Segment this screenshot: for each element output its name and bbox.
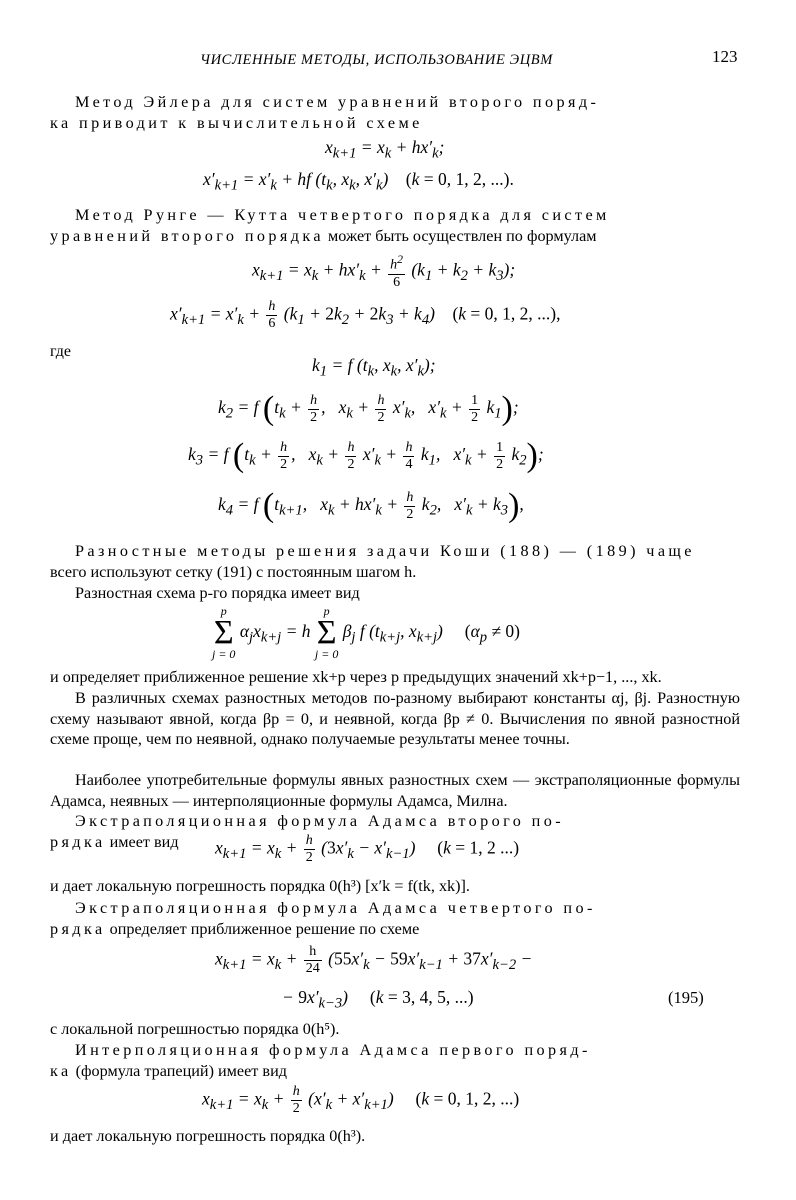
k2-equation: $k_2 = f$ ($t_k$ + $\frac{h}{2}$ , $x_k$ + $\frac{h}{2}$ $x'_k$, $x'_k$ + $\frac{1}{2}$ $k_1$);	[218, 390, 519, 427]
equation-number-195: (195)	[668, 988, 704, 1007]
adams4-equation-line1: $x_{k+1} = x_k$ + $\frac{h}{24}$ ($55x'_k - 59x'_{k-1} + 37x'_{k-2}$ −	[215, 944, 533, 976]
adams2-cont-spaced: рядка	[50, 833, 106, 851]
adams4-lead: Экстраполяционная формула Адамса четвертого по-	[75, 899, 596, 917]
adams4-cont-spaced: рядка	[50, 920, 106, 938]
interp-cont-spaced: ка	[50, 1062, 72, 1080]
euler-equation-2: $x'_{k+1} = x'_k$ + hf ($t_k$, $x_k$, $x'_k$) (k = 0, 1, 2, ...).	[203, 169, 514, 194]
k4-equation: $k_4 = f$ ($t_{k+1}$, $x_k + hx'_k$ + $\frac{h}{2}$ $k_2$, $x'_k + k_3$),	[218, 487, 524, 524]
rk-paragraph-lead: Метод Рунге — Кутта четвертого порядка для систем	[75, 206, 610, 224]
trapezoid-equation: $x_{k+1} = x_k$ + $\frac{h}{2}$ $(x'_k + x'_{k+1})$ (k = 0, 1, 2, ...)	[202, 1084, 520, 1116]
diff-lead-text: Разностные методы решения задачи Коши (188) — (189) чаще	[75, 542, 695, 560]
adams2-equation: $x_{k+1} = x_k$ + $\frac{h}{2}$ $(3x'_k - x'_{k-1})$ (k = 1, 2 ...)	[215, 833, 520, 865]
euler-paragraph-lead: Метод Эйлера для систем уравнений второго поряд-	[75, 93, 600, 111]
rk-paragraph-cont	[50, 226, 740, 247]
diff-paragraph-cont: всего используют сетку (191) с постоянным шагом h.	[50, 563, 417, 581]
scheme-intro: Разностная схема p-го порядка имеет вид	[75, 584, 360, 602]
adams4-cont-normal: определяет приближенное решение по схеме	[109, 920, 420, 938]
defines-line: и определяет приближенное решение xk+p через p предыдущих значений xk+p−1, ..., xk.	[50, 668, 662, 686]
rk-cont-spaced: уравнений второго порядка	[50, 227, 324, 245]
adams2-cont-normal: имеет вид	[109, 833, 179, 851]
difference-scheme-equation: p Σ j = 0 $\alpha_jx_{k+j} = h$ p Σ j = 0 $\beta_j$ f ($t_{k+j}$, $x_{k+j}$) $(\alpha_p \ne 0)$	[212, 604, 520, 661]
adams4-equation-line2: − $9x'_{k-3}$) (k = 3, 4, 5, ...)	[282, 987, 474, 1012]
adams4-local-error: с локальной погрешностью порядка 0(h⁵).	[50, 1020, 340, 1038]
where-word: где	[50, 343, 72, 360]
k1-equation: $k_1 = f$ ($t_k$, $x_k$, $x'_k$);	[312, 355, 436, 380]
interp-lead: Интерполяционная формула Адамса первого поряд-	[75, 1041, 591, 1059]
constants-paragraph: В различных схемах разностных методов по-разному выбирают константы αj, βj. Разностную схему называют явной, когда βp = 0, и неявной, когда βp ≠ 0. Вычисления по явной разностной схеме проще, чем по неявной, однако получаемые результаты менее точны.	[50, 689, 740, 749]
interp-cont-normal: (формула трапеций) имеет вид	[75, 1062, 287, 1080]
interp-cont	[50, 1061, 740, 1082]
rk-cont-normal: может быть осуществлен по формулам	[328, 227, 597, 245]
page-number: 123	[712, 47, 738, 66]
euler-equation-1: $x_{k+1} = x_k + hx'_k$;	[325, 137, 445, 162]
euler-paragraph-cont	[50, 113, 740, 134]
trapezoid-local-error: и дает локальную погрешность порядка 0(h³).	[50, 1127, 366, 1145]
diff-paragraph	[50, 541, 740, 562]
adams2-local-error: и дает локальную погрешность порядка 0(h³) [x′k = f(tk, xk)].	[50, 877, 470, 895]
adams2-lead: Экстраполяционная формула Адамса второго по-	[75, 812, 564, 830]
k3-equation: $k_3 = f$ ($t_k$ + $\frac{h}{2}$ , $x_k$ + $\frac{h}{2}$ $x'_k$ + $\frac{h}{4}$ $k_1$, $x'_k$ + $\frac{1}{2}$ $k_2$);	[188, 437, 544, 474]
common-formulas-paragraph: Наиболее употребительные формулы явных разностных схем — экстраполяционные формулы Адамса, неявных — интерполяционные формулы Адамса, Милна.	[50, 771, 740, 810]
euler-cont-text: ка приводит к вычислительной схеме	[50, 114, 423, 132]
running-header: ЧИСЛЕННЫЕ МЕТОДЫ, ИСПОЛЬЗОВАНИЕ ЭЦВМ	[200, 52, 553, 68]
rk-equation-1: $x_{k+1} = x_k + hx'_k$ + $\frac{h^2}{6}$ $(k_1 + k_2 + k_3)$;	[252, 253, 516, 290]
adams4-cont	[50, 919, 740, 940]
rk-equation-2: $x'_{k+1} = x'_k$ + $\frac{h}{6}$ $(k_1 + 2k_2 + 2k_3 + k_4)$ (k = 0, 1, 2, ...),	[170, 299, 561, 331]
